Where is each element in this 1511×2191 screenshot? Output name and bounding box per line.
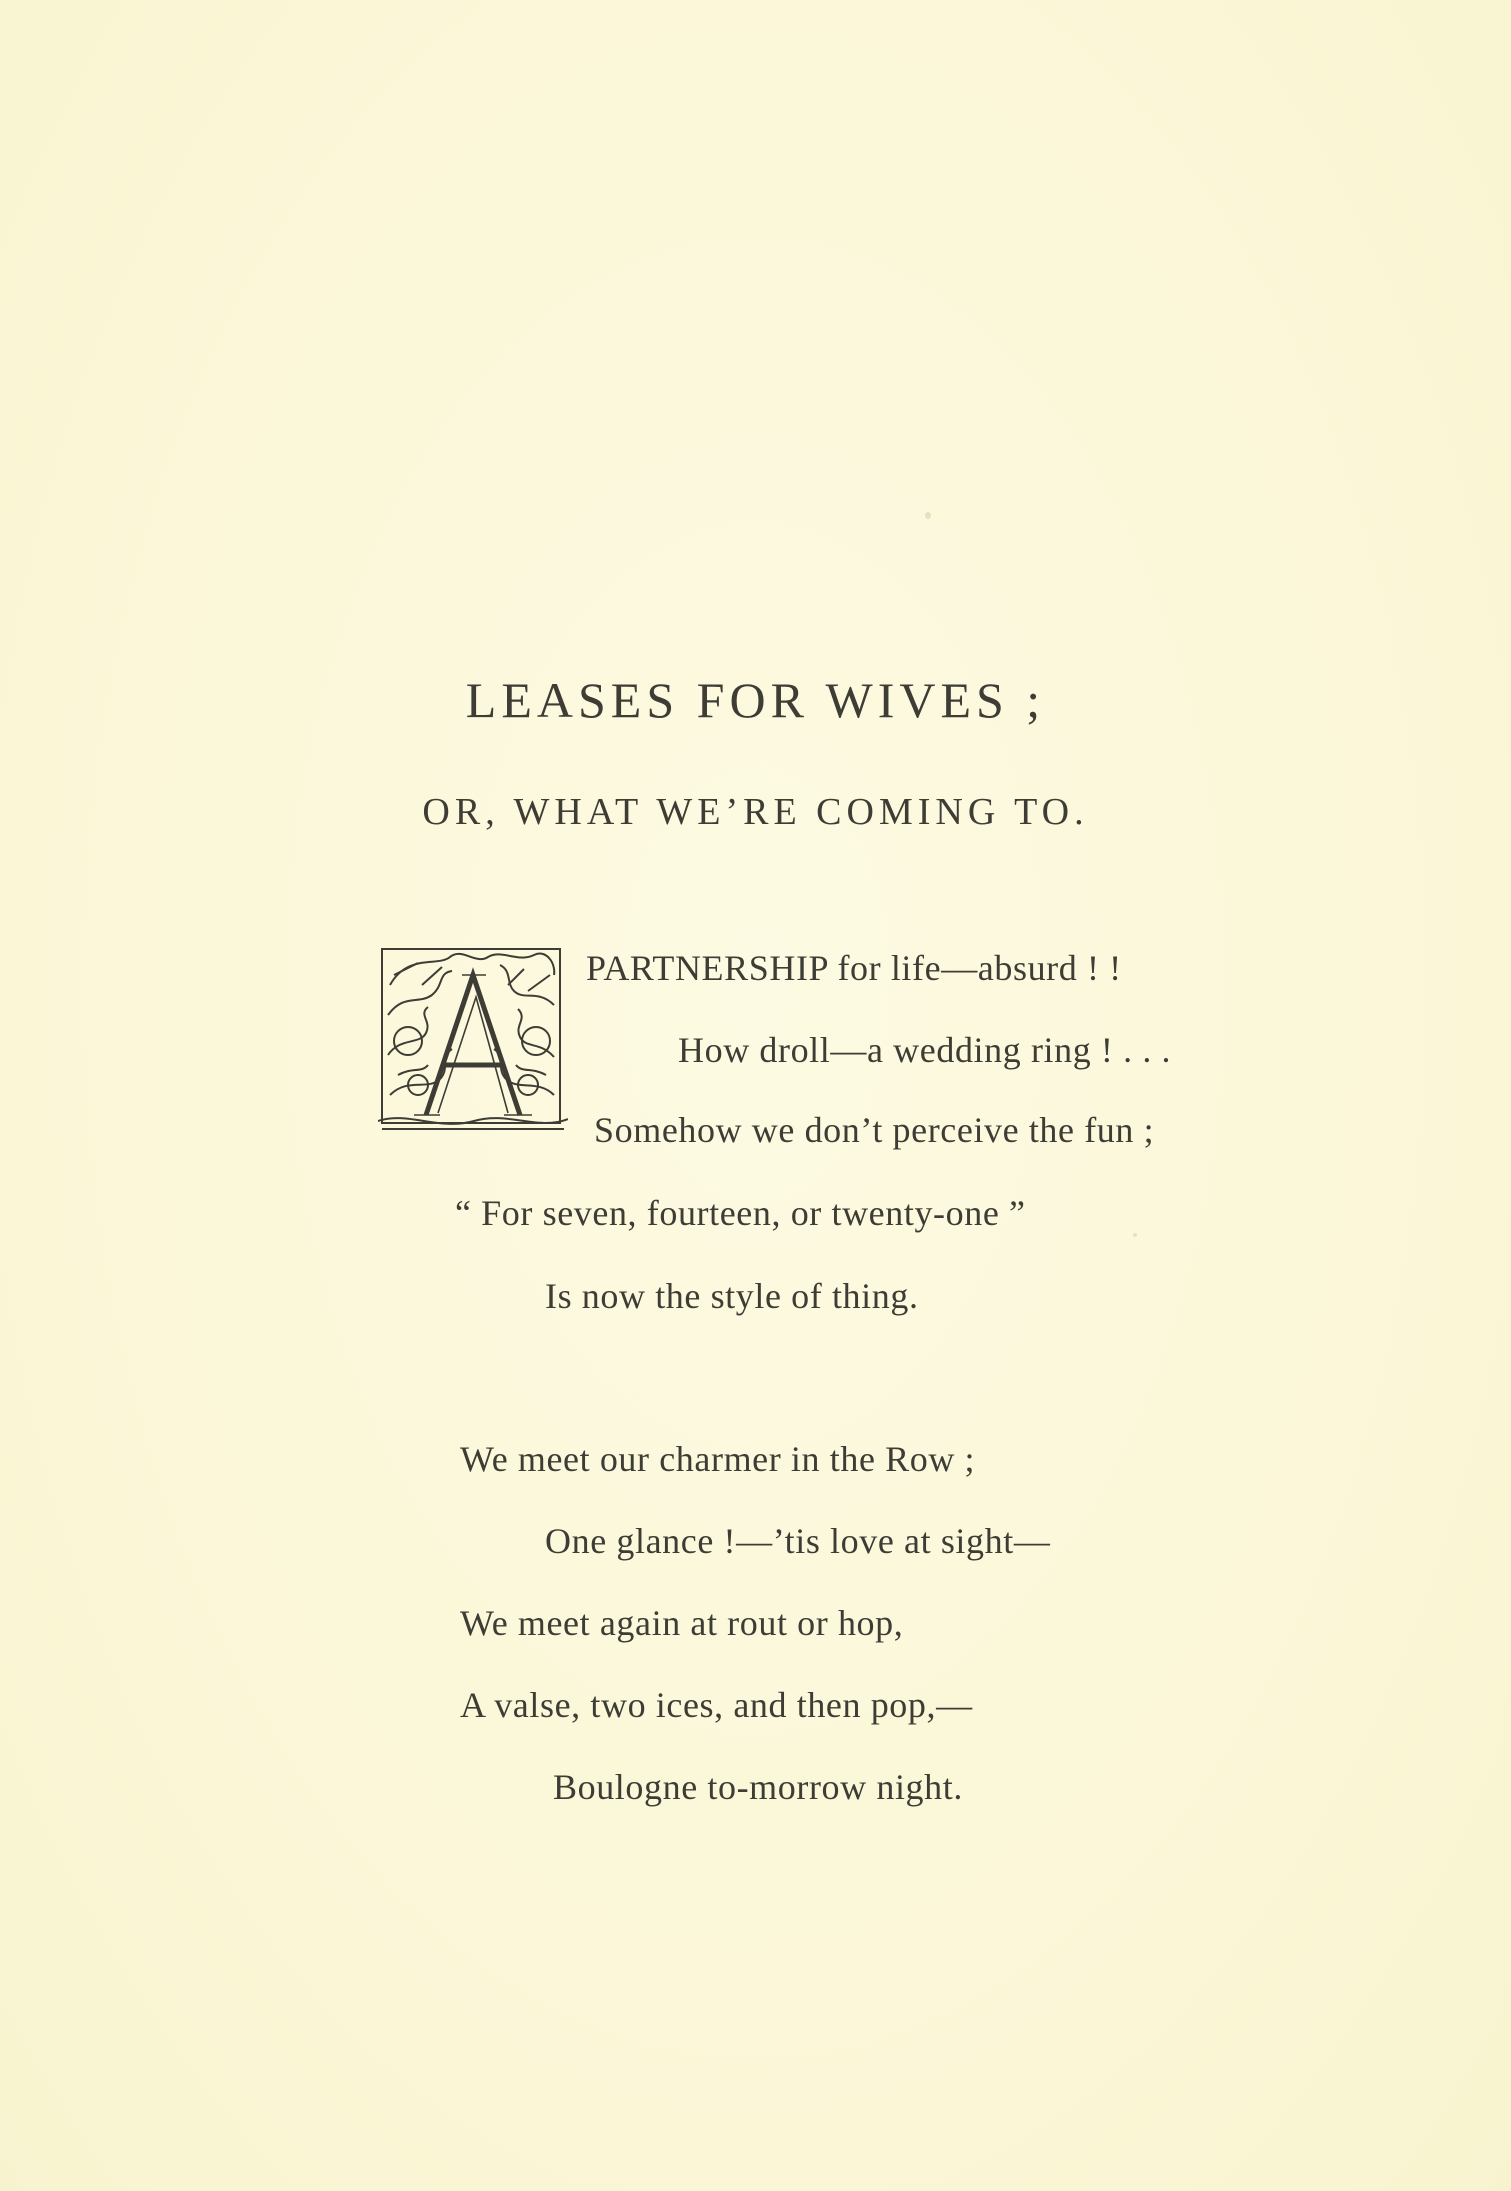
verse-line: “ For seven, fourteen, or twenty-one ” bbox=[455, 1193, 1026, 1233]
verse-line: Is now the style of thing. bbox=[545, 1276, 919, 1316]
verse-line: One glance !—’tis love at sight— bbox=[545, 1521, 1051, 1561]
paper-speck bbox=[925, 512, 931, 519]
verse-line: PARTNERSHIP for life—absurd ! ! bbox=[586, 948, 1122, 988]
page-title: LEASES FOR WIVES ; bbox=[465, 672, 1046, 728]
ornamental-initial-letter-a-icon bbox=[378, 945, 568, 1137]
verse-line: Somehow we don’t perceive the fun ; bbox=[594, 1110, 1155, 1150]
verse-line: How droll—a wedding ring ! . . . bbox=[678, 1030, 1172, 1070]
verse-line: Boulogne to-morrow night. bbox=[553, 1767, 963, 1807]
verse-line: We meet our charmer in the Row ; bbox=[460, 1439, 976, 1479]
paper-speck bbox=[1133, 1233, 1137, 1237]
verse-line: We meet again at rout or hop, bbox=[460, 1603, 904, 1643]
verse-line: A valse, two ices, and then pop,— bbox=[460, 1685, 973, 1725]
page-subtitle: OR, WHAT WE’RE COMING TO. bbox=[422, 791, 1089, 833]
